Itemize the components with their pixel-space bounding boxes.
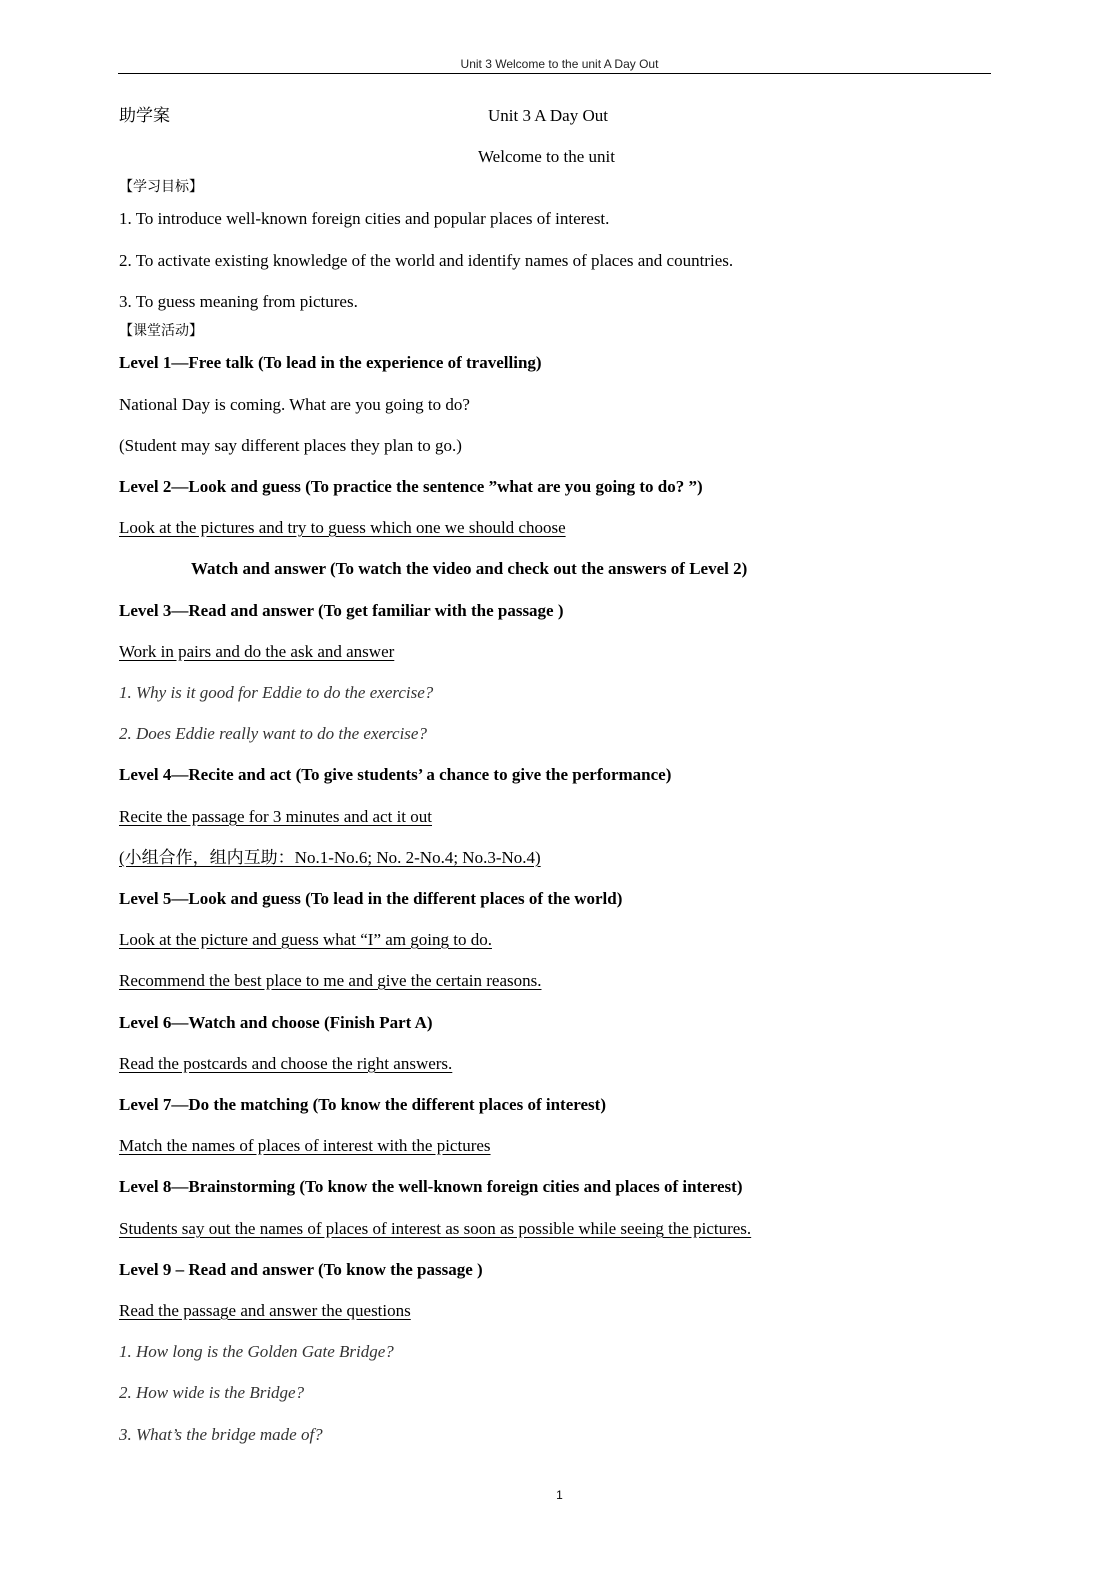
page-number: 1 [556, 1488, 563, 1502]
level-heading: Level 9 – Read and answer (To know the passage ) [119, 1260, 483, 1279]
objective-item: 1. To introduce well-known foreign cities and popular places of interest. [119, 209, 610, 228]
doc-subtitle: Welcome to the unit [478, 147, 615, 166]
level-heading: Level 1—Free talk (To lead in the experience of travelling) [119, 353, 542, 372]
page-header: Unit 3 Welcome to the unit A Day Out [460, 57, 659, 71]
level-heading: Watch and answer (To watch the video and check out the answers of Level 2) [191, 559, 748, 578]
objective-item: 2. To activate existing knowledge of the world and identify names of places and countries. [119, 251, 734, 270]
level-heading: Level 8—Brainstorming (To know the well-known foreign cities and places of interest) [119, 1177, 743, 1196]
level-heading: Level 7—Do the matching (To know the different places of interest) [119, 1095, 606, 1114]
task-line: Match the names of places of interest with the pictures [119, 1136, 491, 1155]
level-heading: Level 2—Look and guess (To practice the sentence ”what are you going to do? ”) [119, 477, 703, 496]
level-heading: Level 6—Watch and choose (Finish Part A) [119, 1013, 433, 1032]
level-heading: Level 3—Read and answer (To get familiar with the passage ) [119, 601, 564, 620]
body-line: (Student may say different places they plan to go.) [119, 436, 462, 455]
level-heading: Level 5—Look and guess (To lead in the different places of the world) [119, 889, 623, 908]
objective-item: 3. To guess meaning from pictures. [119, 292, 358, 311]
objectives-heading: 【学习目标】 [119, 179, 203, 195]
doc-label: 助学案 [119, 106, 170, 125]
task-line: Read the passage and answer the questions [119, 1301, 411, 1320]
question-line: 2. Does Eddie really want to do the exercise? [119, 724, 427, 743]
activities-heading: 【课堂活动】 [119, 323, 203, 339]
header-rule [118, 73, 991, 74]
task-line: Read the postcards and choose the right answers. [119, 1054, 453, 1073]
task-line: Work in pairs and do the ask and answer [119, 642, 395, 661]
question-line: 2. How wide is the Bridge? [119, 1383, 305, 1402]
body-line: National Day is coming. What are you going to do? [119, 395, 470, 414]
level-heading: Level 4—Recite and act (To give students’ a chance to give the performance) [119, 765, 672, 784]
task-line: Students say out the names of places of interest as soon as possible while seeing the pictures. [119, 1219, 752, 1238]
task-line: Look at the picture and guess what “I” am going to do. [119, 930, 492, 949]
question-line: 1. Why is it good for Eddie to do the exercise? [119, 683, 434, 702]
doc-title: Unit 3 A Day Out [488, 106, 608, 125]
task-line: Recite the passage for 3 minutes and act it out [119, 807, 432, 826]
question-line: 1. How long is the Golden Gate Bridge? [119, 1342, 394, 1361]
task-line: Recommend the best place to me and give the certain reasons. [119, 971, 542, 990]
task-line: (小组合作，组内互助：No.1-No.6; No. 2-No.4; No.3-No.4) [119, 848, 541, 867]
question-line: 3. What’s the bridge made of? [119, 1425, 323, 1444]
task-line: Look at the pictures and try to guess which one we should choose [119, 518, 566, 537]
